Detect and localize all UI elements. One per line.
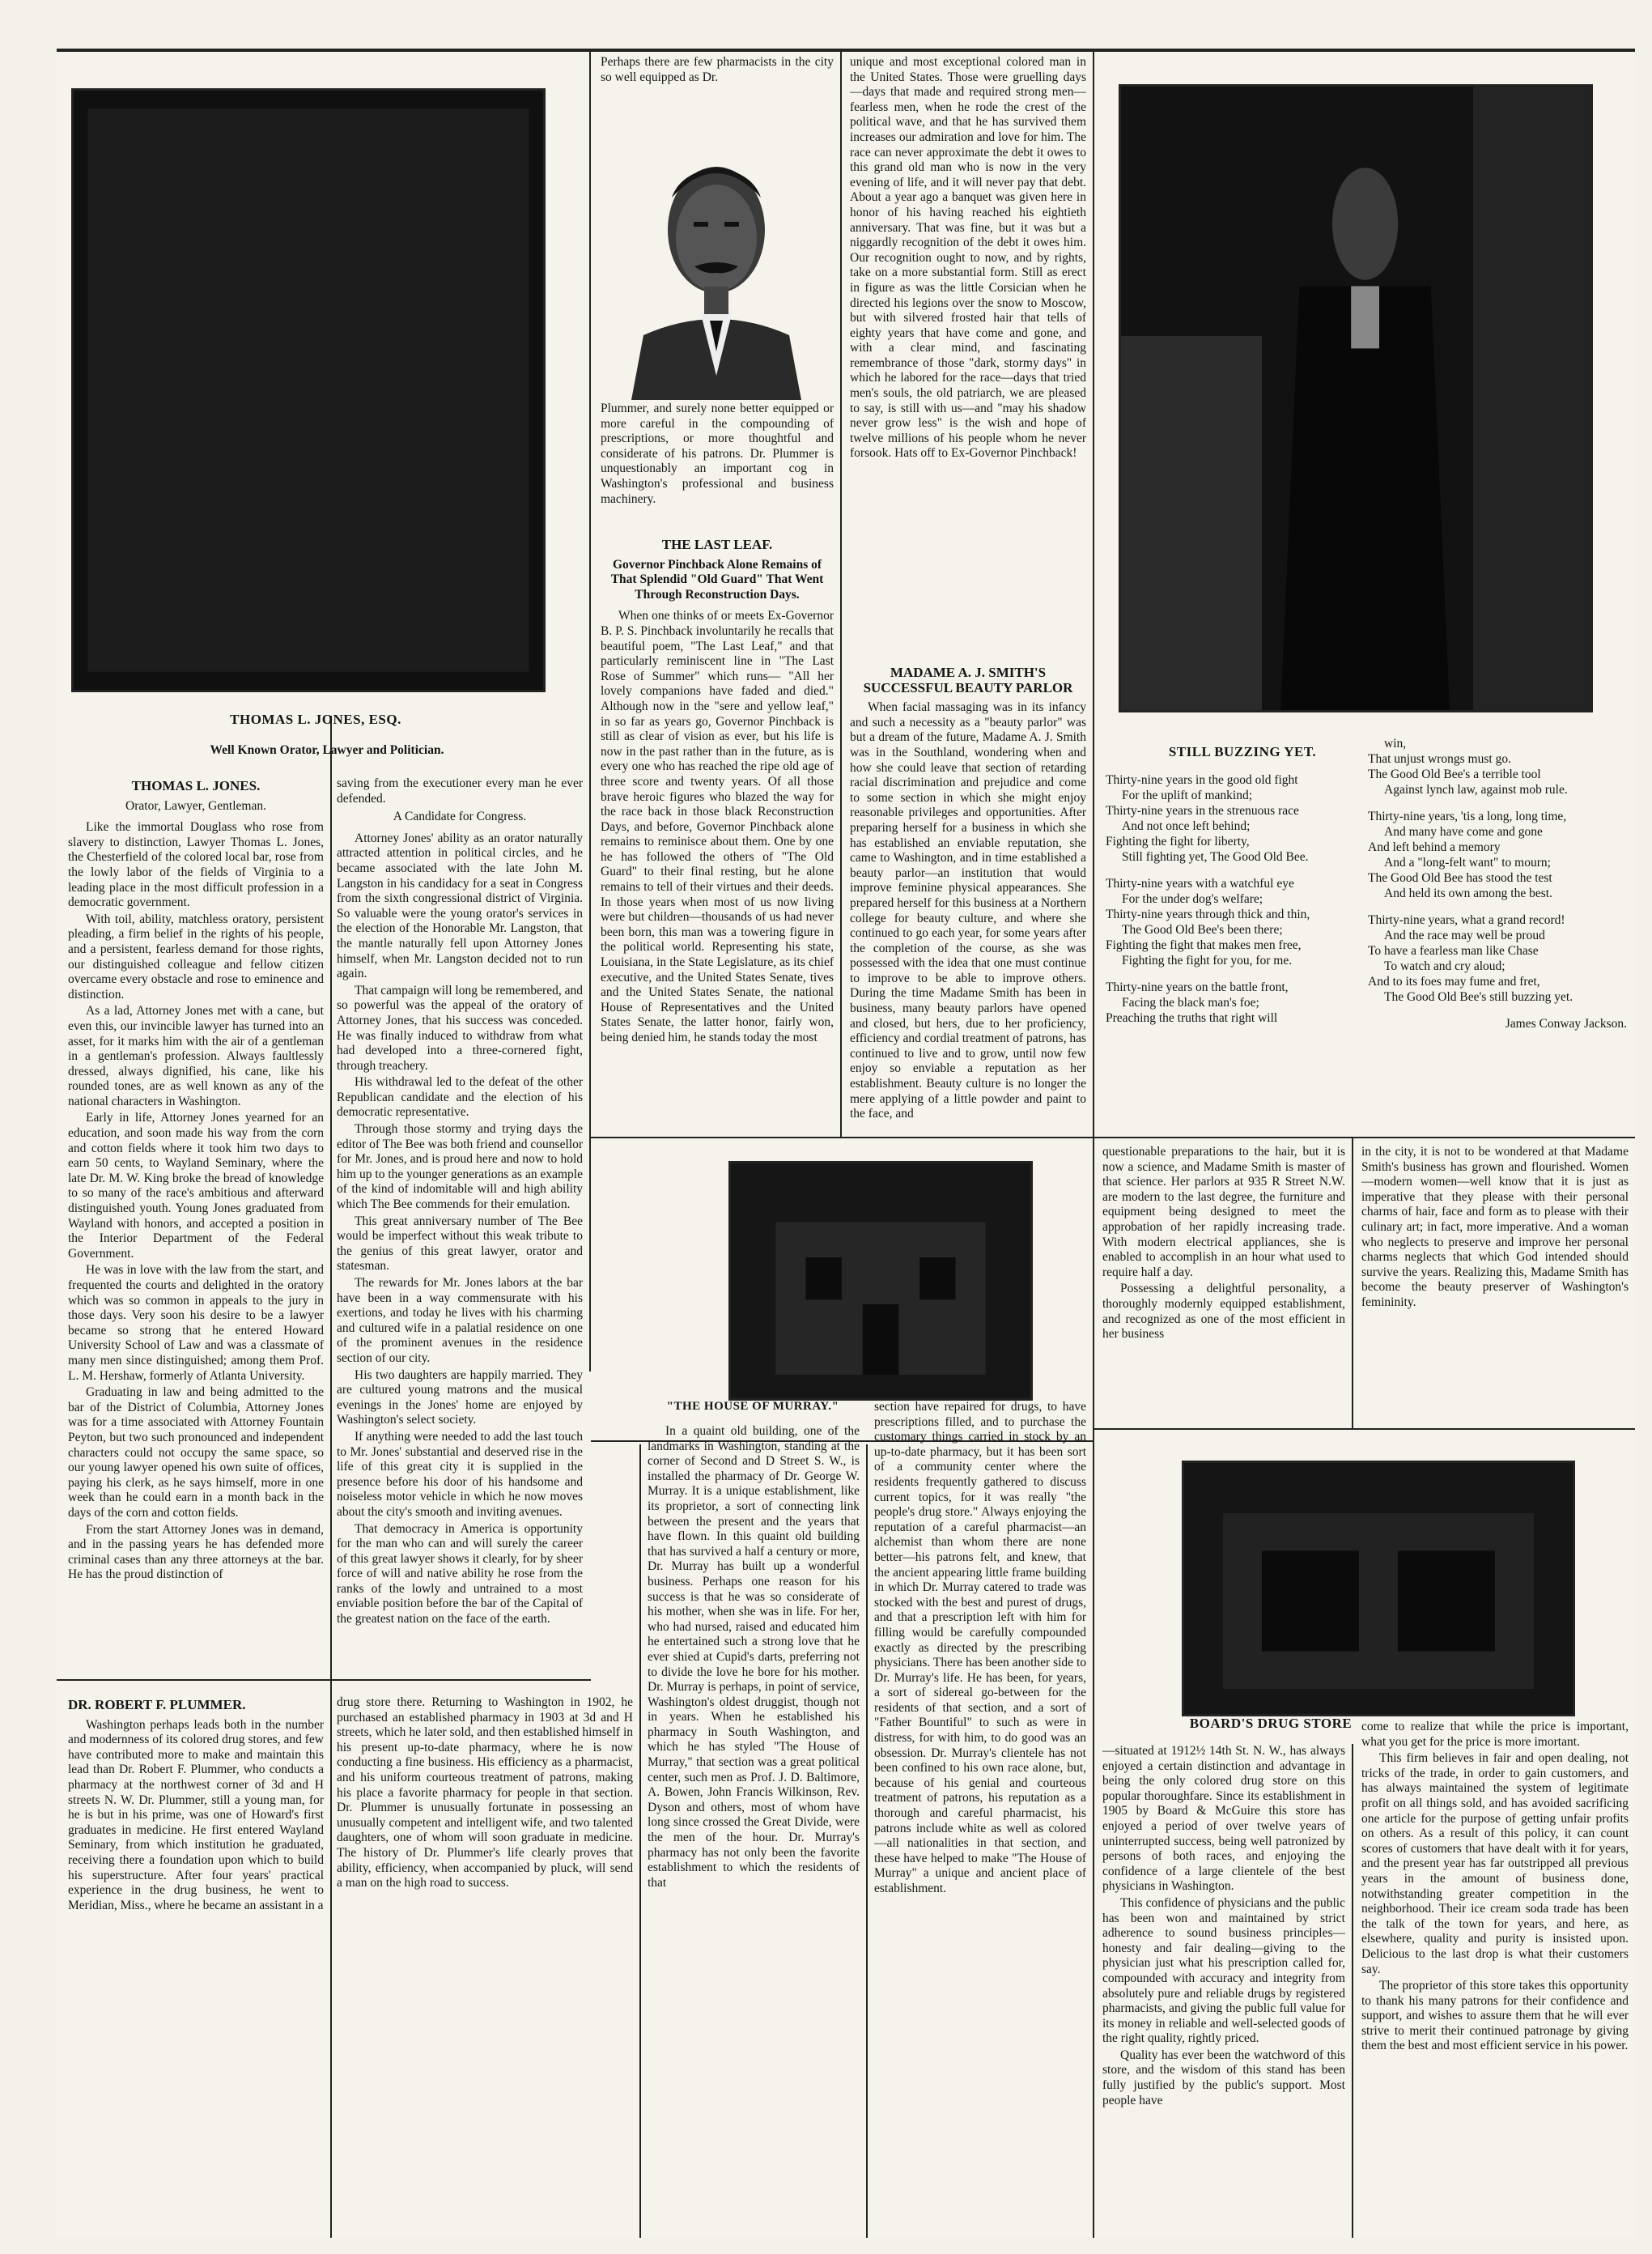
poem-line: The Good Old Bee's a terrible tool xyxy=(1368,768,1541,781)
paragraph: drug store there. Returning to Washington in 1902, he purchased an established pharmacy in 1903 at 3d and H streets, which he later sold, and then established himself in his present up-to-date pharmacy, where he is now conducting a fine business. His efficiency as a pharmacist, and his uniform courteous treatment of patrons, making his place a favorite pharmacy for people in that section. Dr. Plummer is unusually fortunate in possessing an unusually competent and intelligent wife, and two talented daughters, one of whom will soon graduate in medicine. The history of Dr. Plummer's life clearly proves that ability, efficiency, when accompanied by pluck, will send a man on the high road to success. xyxy=(337,1695,633,1890)
poem-line: The Good Old Bee has stood the test xyxy=(1368,871,1552,885)
jones-column-2 xyxy=(337,776,583,1663)
poem-line: And a "long-felt want" to mourn; xyxy=(1384,856,1551,870)
paragraph: in the city, it is not to be wondered at that Madame Smith's business has grown and flourished. Women—modern women—well know that it is just as imperative that they please with their personal charms of hair, face and form as to please with their culinary art; in fact, more imperative. And a woman who neglects to preserve and improve her personal charms neglects that which God intended should survive the years. Realizing this, Madame Smith has become the beauty preserver of Washington's femininity. xyxy=(1361,1145,1629,1309)
paragraph: Quality has ever been the watchword of this store, and the wisdom of this stand has been fully justified by the public's support. Most people have xyxy=(1102,2048,1345,2107)
paragraph: When facial massaging was in its infancy and such a necessity as a "beauty parlor" was but a dream of the future, Madame A. J. Smith was in the Southland, wondering when and how she could leave that section of retarding racial discrimination and prejudice and come to some section in which she might enjoy reasonable privileges and opportunities. After preparing herself for a business in which she has established an enviable reputation, she came to Washington, and in time established a beauty parlor—an institution that would improve feminine physical appearances. She prepared herself for this business at a Northern college for beauty culture, and where she continued to go each year, for some years after the completion of the course, as she was possessed with the idea that one must continue to improve to be able to improve others. During the time Madame Smith has been in business, many beauty parlors have opened and closed, but hers, due to her proficiency, efficiency and cordial treatment of patrons, has continued to live and to grow, until now few enjoy so enviable a reputation as her establishment. Beauty culture is no longer the mere applying of a little powder and paint to the face, and xyxy=(850,700,1086,1121)
section-rule xyxy=(1093,1428,1635,1430)
jones-title: THOMAS L. JONES. xyxy=(131,778,261,793)
board-store-photo xyxy=(1182,1461,1575,1716)
poem-line: Facing the black man's foe; xyxy=(1122,996,1259,1010)
poem-line: Fighting the fight for liberty, xyxy=(1106,835,1250,848)
board-column-1 xyxy=(1102,1744,1345,2230)
editor-portrait xyxy=(1119,84,1593,712)
poem-line: Thirty-nine years, what a grand record! xyxy=(1368,913,1565,927)
poem-column-left xyxy=(1106,772,1365,1121)
paragraph: Through those stormy and trying days the editor of The Bee was both friend and counsellor for Mr. Jones, and is proud here and now to hold him up to the younger generations as an example of the kind of indomitable will and high ability which The Bee commends for their emulation. xyxy=(337,1122,583,1212)
jones-section-heading: A Candidate for Congress. xyxy=(393,810,527,824)
poem-stanza xyxy=(1368,912,1627,1005)
column-rule xyxy=(1093,52,1094,2238)
paragraph: Like the immortal Douglass who rose from slavery to distinction, Lawyer Thomas L. Jones, the Chesterfield of the colored local bar, rose from the lowly labor of the fields of Virginia to a leading place in the most difficult profession in a democratic government. xyxy=(68,820,324,910)
poem-line: Against lynch law, against mob rule. xyxy=(1384,783,1568,797)
poem-line: Thirty-nine years in the good old fight xyxy=(1106,773,1298,787)
poem-column-right xyxy=(1368,736,1627,1125)
poem-title: STILL BUZZING YET. xyxy=(1168,744,1317,759)
last-leaf-title: THE LAST LEAF. xyxy=(661,537,773,552)
paragraph: When one thinks of or meets Ex-Governor B. P. S. Pinchback involuntarily he recalls that beautiful poem, "The Last Leaf," and that particularly reminiscent line in "The Last Rose of Summer" which runs— "All her lovely companions have faded and died." Although now in the "sere and yellow leaf," in so far as years go, Governor Pinchback is still as clear of vision as ever, but his life is now in the past rather than in the future, as is every one who has reached the ripe old age of three score and twenty years. Of all those brave heroic figures who blazed the way for the race back in those black Reconstruction Days, and before, Governor Pinchback alone remains to reminisce about them. One by one he has followed the others of "The Old Guard" to their final resting, but he alone remains to tell of their virtues and their deeds. In those years when most of us now living were but children—thousands of us had never been born, this man was a towering figure in the political world. Representing his state, Louisiana, in the State Legislature, as its chief executive, and the United States Senate, tives and the United States Senate, the national House of Representatives and the United States Senate, the latter honor, fairly won, being denied him, he stands today the most xyxy=(601,609,834,1044)
paragraph: From the start Attorney Jones was in demand, and in the passing years he has defended more criminal cases than any three attorneys at the bar. He has the proud distinction of xyxy=(68,1522,324,1582)
paragraph: That democracy in America is opportunity for the man who can and will surely the career of this great lawyer shows it clearly, for by sheer force of will and native ability he rose from the ranks of the lowly and untrained to a most enviable position before the bar of the Capital of the greatest nation on the face of the earth. xyxy=(337,1521,583,1627)
plummer-column-1 xyxy=(68,1691,324,2230)
paragraph: Early in life, Attorney Jones yearned for an education, and soon made his way from the corn and cotton fields where it took him two days to earn 50 cents, to Wayland Seminary, where the late Dr. M. W. King broke the bread of knowledge to so many of the race's ambitious and afterward distinguished youth. Young Jones graduated from Wayland with honors, and accepted a position in the Interior Department of the Federal Government. xyxy=(68,1111,324,1261)
pharm-top-text-2 xyxy=(601,402,834,523)
poem-line: win, xyxy=(1384,737,1407,751)
column-rule xyxy=(1352,1744,1353,2238)
last-leaf-column-2 xyxy=(850,55,1086,654)
jones-tagline: Orator, Lawyer, Gentleman. xyxy=(125,798,266,813)
column-rule xyxy=(589,52,591,1372)
poem-line: For the under dog's welfare; xyxy=(1122,892,1263,906)
poem-line: Preaching the truths that right will xyxy=(1106,1011,1278,1025)
paragraph: saving from the executioner every man he ever defended. xyxy=(337,776,583,806)
smith-column-3 xyxy=(1361,1145,1629,1420)
poem-stanza xyxy=(1106,772,1365,865)
poem-line: That unjust wrongs must go. xyxy=(1368,752,1511,766)
paragraph: This confidence of physicians and the public has been won and maintained by strict adherence to sound business principles—honesty and fair dealing—giving to the physician just what his prescription called for, compounded with accuracy and integrity from absolutely pure and reliable drugs by registered pharmacists, and giving the public full value for its money in reliable and well-selected goods of the right quality, rightly priced. xyxy=(1102,1895,1345,2046)
poem-line: To have a fearless man like Chase xyxy=(1368,944,1539,958)
paragraph: In a quaint old building, one of the landmarks in Washington, standing at the corner of Second and D Street S. W., is installed the pharmacy of Dr. George W. Murray. It is a unique establishment, like its proprietor, a sort of connecting link between the present and the years that have flown. In this quaint old building that has survived a half a century or more, Dr. Murray has built up a wonderful business. Perhaps one reason for his success is that he was so considerate of his mother, when she was in life. For her, who had nursed, raised and educated him he entertained such a strong love that he ever shied at Cupid's darts, preferring not to divide the love he bore for his mother. Dr. Murray is perhaps, in point of service, Washington's oldest druggist, though not in years. When he established his pharmacy in South Washington, and which he has styled "The House of Murray," that section was a great political center, such men as Prof. J. D. Baltimore, A. Bowen, John Francis Wilkinson, Rev. Dyson and others, most of whom have long since crossed the Great Divide, were the men of the hour. Dr. Murray's pharmacy has not only been the favorite establishment to which the residents of that xyxy=(648,1424,860,1890)
jones-photo-caption: THOMAS L. JONES, ESQ. xyxy=(230,712,401,727)
building-photo-icon xyxy=(731,1163,1030,1398)
poem-line: Thirty-nine years in the strenuous race xyxy=(1106,804,1299,818)
column-rule xyxy=(330,716,332,2238)
murray-building-photo xyxy=(728,1161,1033,1401)
poem-line: The Good Old Bee's been there; xyxy=(1122,923,1283,937)
poem-author: James Conway Jackson. xyxy=(1505,1017,1627,1031)
paragraph: unique and most exceptional colored man in the United States. Those were gruelling days—days that made and required strong men—fearless men, when he rode the crest of the political wave, and that he has survived them increases our admiration and love for him. The race can never approximate the debt it owes to this grand old man who is now in the very evening of life, and it will never pay that debt. About a year ago a banquet was given here in honor of his having reached his eightieth anniversary. That was fine, but it was but a niggardly recognition of the debt it owes him. Our recognition ought to now, and by rights, take on a more substantial form. Still as erect in figure as was the little Corsician when he directed his legions over the snow to Moscow, but with silvered frosted hair that tells of eighty years that have come and gone, and with a clear mind, and fascinating remembrance of those "dark, stormy days" in which he labored for the race—days that tried men's souls, the old patriarch, we are pleased to say, is still with us—and "may his shadow never grow less" is the wish and hope of twelve millions of his people whom he never forsook. Hats off to Ex-Governor Pinchback! xyxy=(850,55,1086,461)
section-rule xyxy=(57,1679,591,1681)
jones-subtitle: Well Known Orator, Lawyer and Politician. xyxy=(210,743,444,757)
paragraph: come to realize that while the price is important, what you get for the price is more imortant. xyxy=(1361,1720,1629,1749)
newspaper-page xyxy=(57,49,1635,2238)
paragraph: His withdrawal led to the defeat of the other Republican candidate and the election of his democratic representative. xyxy=(337,1075,583,1120)
smith-title: MADAME A. J. SMITH'S SUCCESSFUL BEAUTY PARLOR xyxy=(863,665,1073,695)
paragraph: Graduating in law and being admitted to the bar of the District of Columbia, Attorney Jones was for a time associated with Attorney Fountain Peyton, but two such pronounced and independent characters could not occupy the same space, so our young lawyer opened his own suite of offices, paying his clerk, as he says himself, more in one week than he could earn in a month back in the days of the corn and cotton fields. xyxy=(68,1385,324,1520)
paragraph: That campaign will long be remembered, and so powerful was the appeal of the oratory of Attorney Jones, that his success was conceded. He was finally induced to withdraw from what had developed into a three-cornered fight, through treachery. xyxy=(337,983,583,1073)
poem-line: To watch and cry aloud; xyxy=(1384,959,1505,973)
column-rule xyxy=(639,1444,641,2238)
paragraph: section have repaired for drugs, to have prescriptions filled, and to purchase the customary things carried in stock by an up-to-date pharmacy, but it has been sort of a community center where the residents frequently gathered to discuss current topics, for it was really "the people's drug store." Always enjoying the reputation of a careful pharmacist—an alchemist than whom there are none better—his patrons felt, and knew, that the ancient appearing little frame building in which Dr. Murray catered to trade was stocked with the best and purest of drugs, and that a prescription left with him for filling would be carefully compounded exactly as directed by the prescribing physicians. There has been another side to Dr. Murray's life. He has been, for years, a sort of sidereal go-between for the residents of that section, and a sort of "Father Bountiful" to such as were in distress, for with him, to do good was an obsession. Dr. Murray's clientele has not been confined to his own race alone, but, because of his genial and courteous treatment of patrons, his reputation as a thorough and careful pharmacist, his patrons include white as well as colored—all nationalities in that section, and these have helped to make "The House of Murray" a unique and ancient place of establishment. xyxy=(874,1400,1086,1895)
poem-stanza xyxy=(1106,876,1365,968)
paragraph: Plummer, and surely none better equipped or more careful in the compounding of prescriptions, or more thoughtful and considerate of his patrons. Dr. Plummer is unquestionably an important cog in Washington's professional and business machinery. xyxy=(601,402,834,506)
murray-column-2 xyxy=(874,1400,1086,2234)
paragraph: —situated at 1912½ 14th St. N. W., has always enjoyed a certain distinction and advantage in being the only colored drug store on this popular thoroughfare. Since its establishment in 1905 by Board & McGuire this store has enjoyed a period of over twelve years of uninterrupted success, being well patronized by persons of both races, and enjoying the confidence of a large clientele of the best physicians in Washington. xyxy=(1102,1744,1345,1894)
smith-column-2 xyxy=(1102,1145,1345,1420)
poem-line: Thirty-nine years with a watchful eye xyxy=(1106,877,1294,891)
paragraph: If anything were needed to add the last touch to Mr. Jones' substantial and deserved rise in the life of this great city it is supplied in the presence before his door of his handsome and noiseless motor vehicle in which he now moves about the city's smooth and inviting avenues. xyxy=(337,1429,583,1519)
column-rule xyxy=(1352,1137,1353,1428)
poem-line: And many have come and gone xyxy=(1384,825,1543,839)
paragraph: He was in love with the law from the start, and frequented the courts and delighted in the oratory which was so common in appeals to the jury in those days. Very soon his desire to be a lawyer became so strong that he entered Howard University School of Law and was a classmate of many men since distinguished; among them Prof. L. M. Hershaw, formerly of Atlanta University. xyxy=(68,1263,324,1383)
standing-man-photo-icon xyxy=(1121,87,1590,710)
last-leaf-subtitle: Governor Pinchback Alone Remains of That Splendid "Old Guard" That Went Through Reconstruction Days. xyxy=(610,557,824,602)
poem-line: Fighting the fight for you, for me. xyxy=(1122,954,1293,968)
poem-line: And held its own among the best. xyxy=(1384,887,1552,900)
paragraph: The proprietor of this store takes this opportunity to thank his many patrons for their confidence and support, and wishes to assure them that he will ever strive to merit their continued patronage by giving them the best and most efficient service in his power. xyxy=(1361,1979,1629,2053)
poem-line: And left behind a memory xyxy=(1368,840,1501,854)
poem-line: Thirty-nine years on the battle front, xyxy=(1106,980,1289,994)
poem-line: The Good Old Bee's still buzzing yet. xyxy=(1384,990,1573,1004)
plummer-engraving xyxy=(615,108,818,400)
paragraph: Perhaps there are few pharmacists in the city so well equipped as Dr. xyxy=(601,55,834,84)
murray-column-1 xyxy=(648,1424,860,2234)
poem-stanza xyxy=(1368,809,1627,901)
paragraph: questionable preparations to the hair, but it is now a science, and Madame Smith is master of that science. Her parlors at 935 R Street N.W. are modern to the last degree, the furniture and equipment being designed to meet the approbation of her rapidly increasing trade. With modern electrical appliances, she is enabled to accomplish in an hour what used to require half a day. xyxy=(1102,1145,1345,1279)
paragraph: As a lad, Attorney Jones met with a cane, but even this, our invincible lawyer has turned into an asset, for it marks him with the air of a gentleman in a gentleman's profession. Always faultlessly dressed, always dignified, his cane, like his rounded tones, are as well known as any of the national characters in Washington. xyxy=(68,1004,324,1108)
pharm-top-text xyxy=(601,55,834,104)
paragraph: Possessing a delightful personality, a thoroughly modernly equipped establishment, and recognized as one of the most efficient in her business xyxy=(1102,1282,1345,1342)
paragraph: The rewards for Mr. Jones labors at the bar have been in a way commensurate with his exertions, and today he lives with his charming and cultured wife in a palatial residence on one of the prominent avenues in the residence section of our city. xyxy=(337,1276,583,1365)
paragraph: Attorney Jones' ability as an orator naturally attracted attention in political circles, and he became associated with the late John M. Langston in his candidacy for a seat in Congress from the sixth congressional district of Virginia. So valuable were the young orator's services in the election of the Honorable Mr. Langston, that the mantle naturally fell upon Attorney Jones himself, when Mr. Langston decided not to run again. xyxy=(337,831,583,981)
column-rule xyxy=(840,52,842,1137)
poem-line: And not once left behind; xyxy=(1122,819,1251,833)
paragraph: This firm believes in fair and open dealing, not tricks of the trade, in order to gain customers, and has always maintained the system of legitimate profit on all things sold, and has avoided sacrificing one article for the purpose of getting unfair profits on others. As a result of this policy, it can count scores of customers that have dealt with it for years, and the present year has far outstripped all previous years in the amount of business done, notwithstanding greater competition in the neighborhood. Their ice cream soda trade has been the talk of the town for years, and here, as elsewhere, quality and purity is insisted upon. Delicious to the last drop is what their customers say. xyxy=(1361,1751,1629,1976)
plummer-column-2 xyxy=(337,1695,633,2230)
board-column-2 xyxy=(1361,1720,1629,2230)
paragraph: This great anniversary number of The Bee would be imperfect without this weak tribute to the genius of this great lawyer, orator and statesman. xyxy=(337,1214,583,1274)
jones-subtitle-wrap xyxy=(68,740,586,772)
storefront-photo-icon xyxy=(1184,1463,1573,1714)
portrait-placeholder-icon xyxy=(74,91,543,690)
poem-line: Thirty-nine years through thick and thin, xyxy=(1106,908,1310,921)
poem-line: For the uplift of mankind; xyxy=(1122,789,1253,802)
man-portrait-icon xyxy=(615,108,818,400)
poem-stanza xyxy=(1106,980,1365,1026)
paragraph: Washington perhaps leads both in the number and modernness of its colored drug stores, and few have contributed more to make and maintain this lead than Dr. Robert F. Plummer, who conducts a pharmacy at the northwest corner of 3d and H streets N. W. Dr. Plummer, still a young man, for he is but in his prime, was one of Howard's first graduates in medicine. He first entered Wayland Seminary, from which institution he graduated, receiving there a foundation upon which to build his superstructure. After four years' practical experience in the drug business, he went to Meridian, Miss., where he became an assistant in a xyxy=(68,1717,324,1912)
poem-line: Thirty-nine years, 'tis a long, long time, xyxy=(1368,810,1567,823)
last-leaf-column-1 xyxy=(601,531,834,1130)
paragraph: With toil, ability, matchless oratory, persistent pleading, a firm belief in the rights of his people, and a persistent, fearless demand for those rights, our distinguished colleague and fellow citizen overcame every obstacle and rose to eminence and distinction. xyxy=(68,912,324,1002)
column-rule xyxy=(866,1444,868,2238)
smith-column-1 xyxy=(850,659,1086,1133)
plummer-title: DR. ROBERT F. PLUMMER. xyxy=(68,1697,246,1712)
board-caption: BOARD'S DRUG STORE xyxy=(1189,1716,1353,1731)
paragraph: His two daughters are happily married. They are cultured young matrons and the musical evenings in the Jones' home are enjoyed by Washington's select society. xyxy=(337,1367,583,1427)
section-rule xyxy=(589,1137,1635,1138)
poem-stanza xyxy=(1368,736,1627,797)
murray-caption: "THE HOUSE OF MURRAY." xyxy=(666,1400,839,1413)
poem-line: And the race may well be proud xyxy=(1384,929,1545,942)
poem-line: Fighting the fight that makes men free, xyxy=(1106,938,1302,952)
poem-line: Still fighting yet, The Good Old Bee. xyxy=(1122,850,1309,864)
jones-column-1 xyxy=(68,772,324,1655)
jones-portrait xyxy=(71,88,546,692)
poem-line: And to its foes may fume and fret, xyxy=(1368,975,1540,989)
